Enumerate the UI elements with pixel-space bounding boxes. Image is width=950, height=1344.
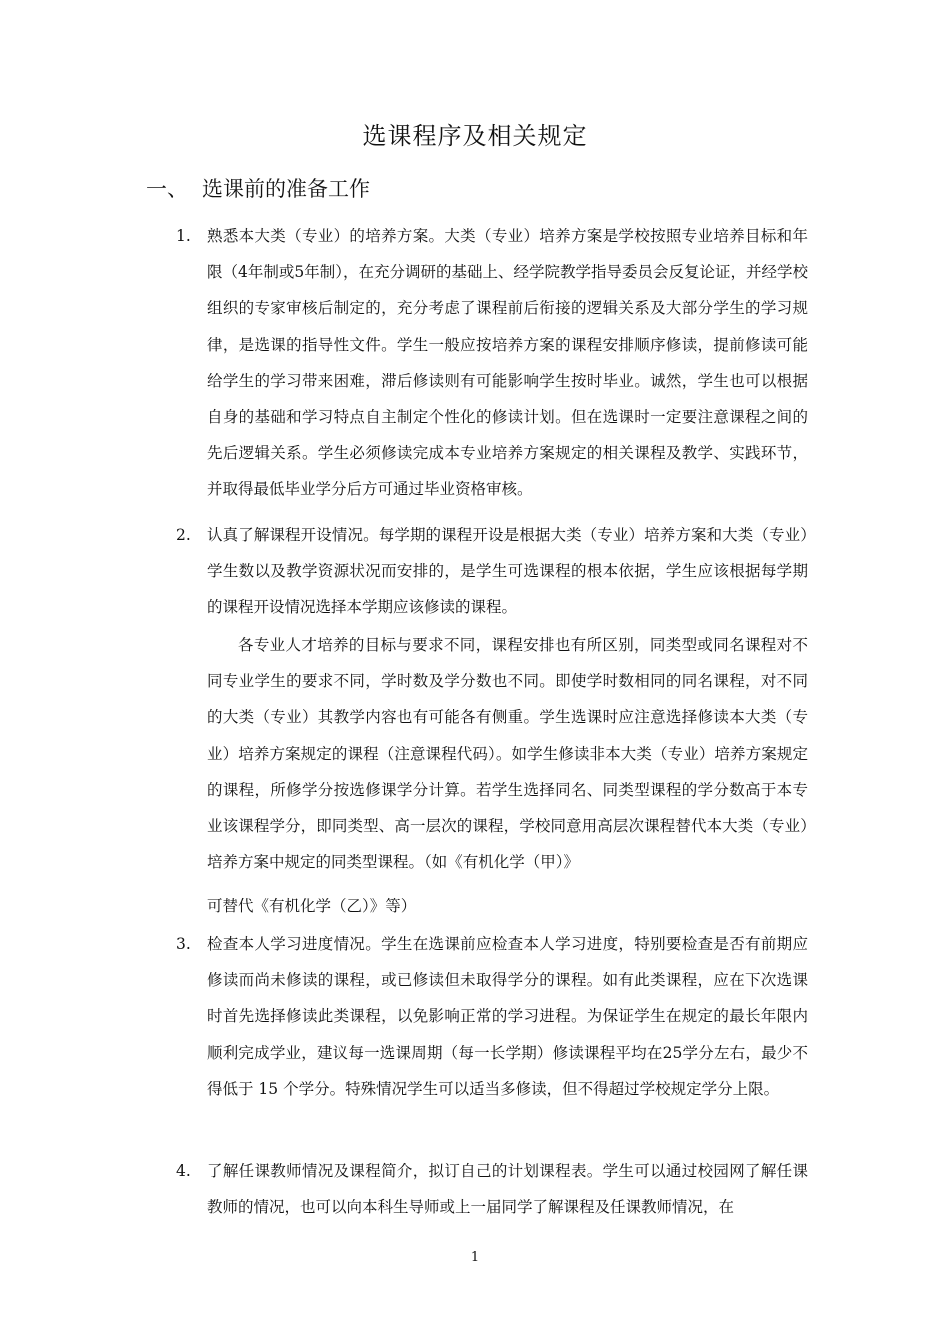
- list-item-3: [176, 926, 808, 1107]
- list-item-number: 4.: [176, 1162, 191, 1180]
- section-title: 选课前的准备工作: [202, 177, 370, 201]
- list-item-text: 了解任课教师情况及课程简介，拟订自己的计划课程表。学生可以通过校园网了解任课教师的情况，也可以向本科生导师或上一届同学了解课程及任课教师情况，在: [207, 1162, 808, 1217]
- section-number: 一、: [146, 177, 188, 201]
- list-item-2: [176, 517, 808, 626]
- list-item-number: 1.: [176, 227, 191, 245]
- page-title: 选课程序及相关规定: [362, 122, 588, 150]
- list-item-number: 3.: [176, 935, 191, 953]
- list-item-text: 认真了解课程开设情况。每学期的课程开设是根据大类（专业）培养方案和大类（专业）学生数以及教学资源状况而安排的，是学生可选课程的根本依据，学生应该根据每学期的课程开设情况选择本学期应该修读的课程。: [207, 526, 808, 617]
- list-item-text: 检查本人学习进度情况。学生在选课前应检查本人学习进度，特别要检查是否有前期应修读而尚未修读的课程，或已修读但未取得学分的课程。如有此类课程，应在下次选课时首先选择修读此类课程，以免影响正常的学习进程。为保证学生在规定的最长年限内顺利完成学业，建议每一选课周期（每一长学期）修读课程平均在25学分左右，最少不得低于 15 个学分。特殊情况学生可以适当多修读，但不得超过学校规定学分上限。: [207, 935, 808, 1098]
- body-paragraph: 各专业人才培养的目标与要求不同，课程安排也有所区别，同类型或同名课程对不同专业学生的要求不同，学时数及学分数也不同。即使学时数相同的同名课程，对不同的大类（专业）其教学内容也有可能各有侧重。学生选课时应注意选择修读本大类（专业）培养方案规定的课程（注意课程代码）。如学生修读非本大类（专业）培养方案规定的课程，所修学分按选修课学分计算。若学生选择同名、同类型课程的学分数高于本专业该课程学分，即同类型、高一层次的课程，学校同意用高层次课程替代本大类（专业）培养方案中规定的同类型课程。（如《有机化学（甲）》: [207, 636, 808, 872]
- list-item-number: 2.: [176, 526, 191, 544]
- list-item-1: [176, 218, 808, 508]
- page-number: 1: [470, 1250, 480, 1265]
- list-item-text: 熟悉本大类（专业）的培养方案。大类（专业）培养方案是学校按照专业培养目标和年限（4年制或5年制），在充分调研的基础上、经学院教学指导委员会反复论证，并经学校组织的专家审核后制定的，充分考虑了课程前后衔接的逻辑关系及大部分学生的学习规律，是选课的指导性文件。学生一般应按培养方案的课程安排顺序修读，提前修读可能给学生的学习带来困难，滞后修读则有可能影响学生按时毕业。诚然，学生也可以根据自身的基础和学习特点自主制定个性化的修读计划。但在选课时一定要注意课程之间的先后逻辑关系。学生必须修读完成本专业培养方案规定的相关课程及教学、实践环节，并取得最低毕业学分后方可通过毕业资格审核。: [207, 227, 808, 499]
- body-paragraph-tail: 可替代《有机化学（乙）》等）: [207, 897, 417, 915]
- section-heading: [146, 173, 370, 203]
- list-item-4: [176, 1153, 808, 1225]
